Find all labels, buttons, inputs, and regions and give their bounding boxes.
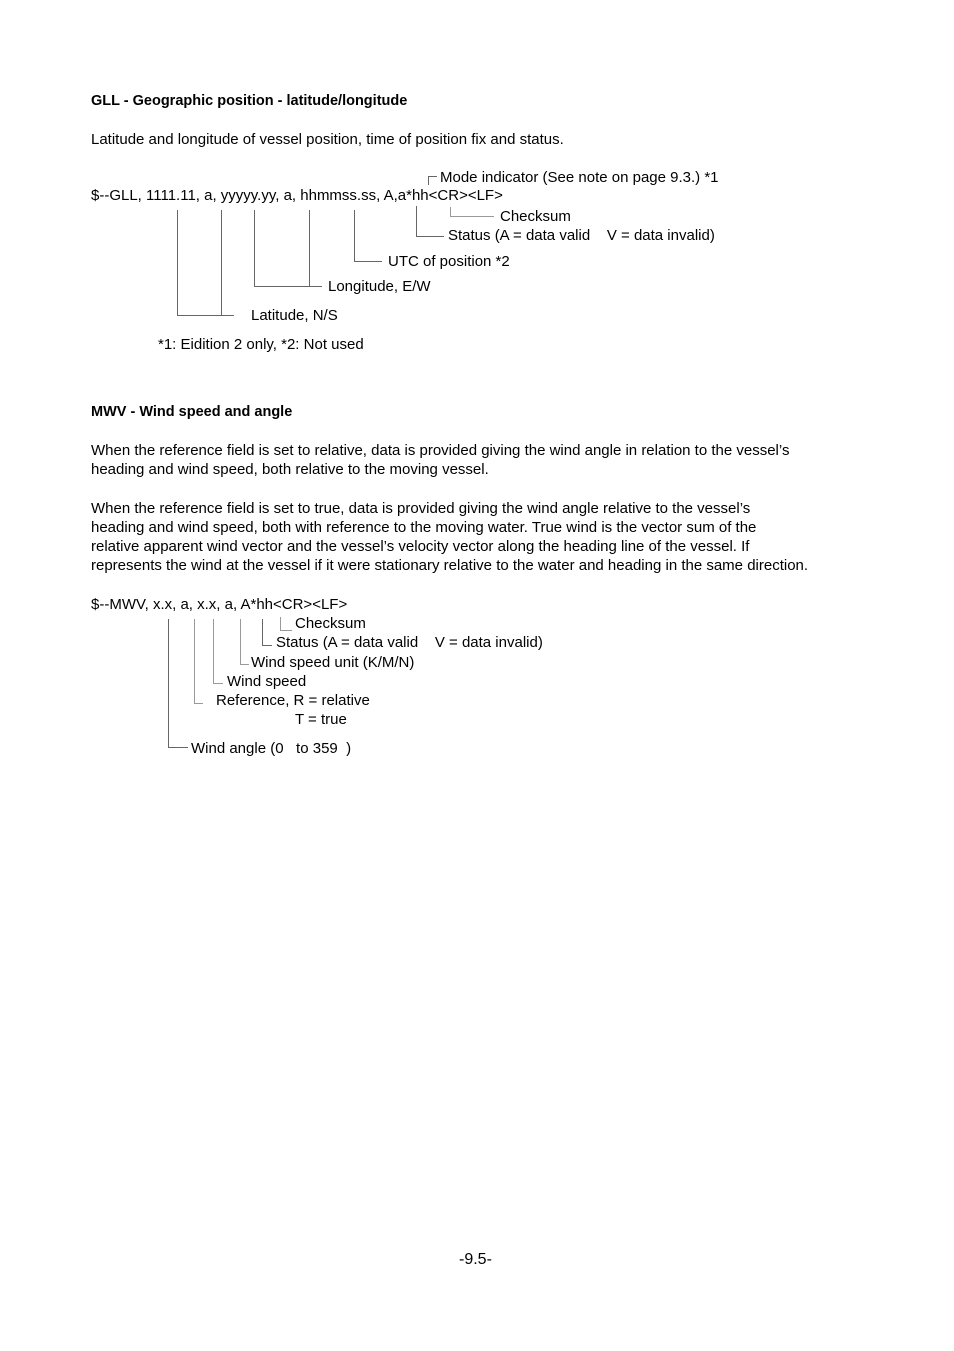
gll-sentence: $--GLL, 1111.11, a, yyyyy.yy, a, hhmmss.ss, A,a*hh<CR><LF> (91, 187, 503, 204)
gll-label-longitude: Longitude, E/W (328, 278, 431, 295)
mwv-paragraph-2-line-1: When the reference field is set to true, data is provided giving the wind angle relative to the vessel’s (91, 500, 751, 517)
mwv-label-speed-unit: Wind speed unit (K/M/N) (251, 654, 415, 671)
mwv-label-checksum: Checksum (295, 615, 366, 632)
mwv-paragraph-2-line-2: heading and wind speed, both with reference to the moving water. True wind is the vector sum of the (91, 519, 757, 536)
mwv-label-reference: Reference, R = relative (216, 692, 370, 709)
mwv-label-status: Status (A = data valid V = data invalid) (276, 634, 543, 651)
mwv-paragraph-2-line-3: relative apparent wind vector and the vessel’s velocity vector along the heading line of the vessel. If (91, 538, 750, 555)
gll-label-latitude: Latitude, N/S (251, 307, 338, 324)
mwv-paragraph-1-line-2: heading and wind speed, both relative to the moving vessel. (91, 461, 489, 478)
mwv-label-reference-true: T = true (295, 711, 347, 728)
gll-footnote: *1: Eidition 2 only, *2: Not used (158, 336, 364, 353)
gll-label-checksum: Checksum (500, 208, 571, 225)
mwv-sentence: $--MWV, x.x, a, x.x, a, A*hh<CR><LF> (91, 596, 348, 613)
mwv-label-angle: Wind angle (0 to 359 ) (191, 740, 352, 757)
gll-heading: GLL - Geographic position - latitude/longitude (91, 93, 408, 109)
page-number: -9.5- (459, 1251, 492, 1268)
mwv-heading: MWV - Wind speed and angle (91, 404, 293, 420)
gll-description: Latitude and longitude of vessel position, time of position fix and status. (91, 131, 564, 148)
gll-label-status: Status (A = data valid V = data invalid) (448, 227, 715, 244)
gll-label-utc: UTC of position *2 (388, 253, 510, 270)
mwv-paragraph-2-line-4: represents the wind at the vessel if it were stationary relative to the water and heading in the same direction. (91, 557, 809, 574)
mwv-paragraph-1-line-1: When the reference field is set to relative, data is provided giving the wind angle in relation to the vessel’s (91, 442, 790, 459)
gll-label-mode: Mode indicator (See note on page 9.3.) *1 (440, 169, 719, 186)
mwv-label-speed: Wind speed (227, 673, 307, 690)
